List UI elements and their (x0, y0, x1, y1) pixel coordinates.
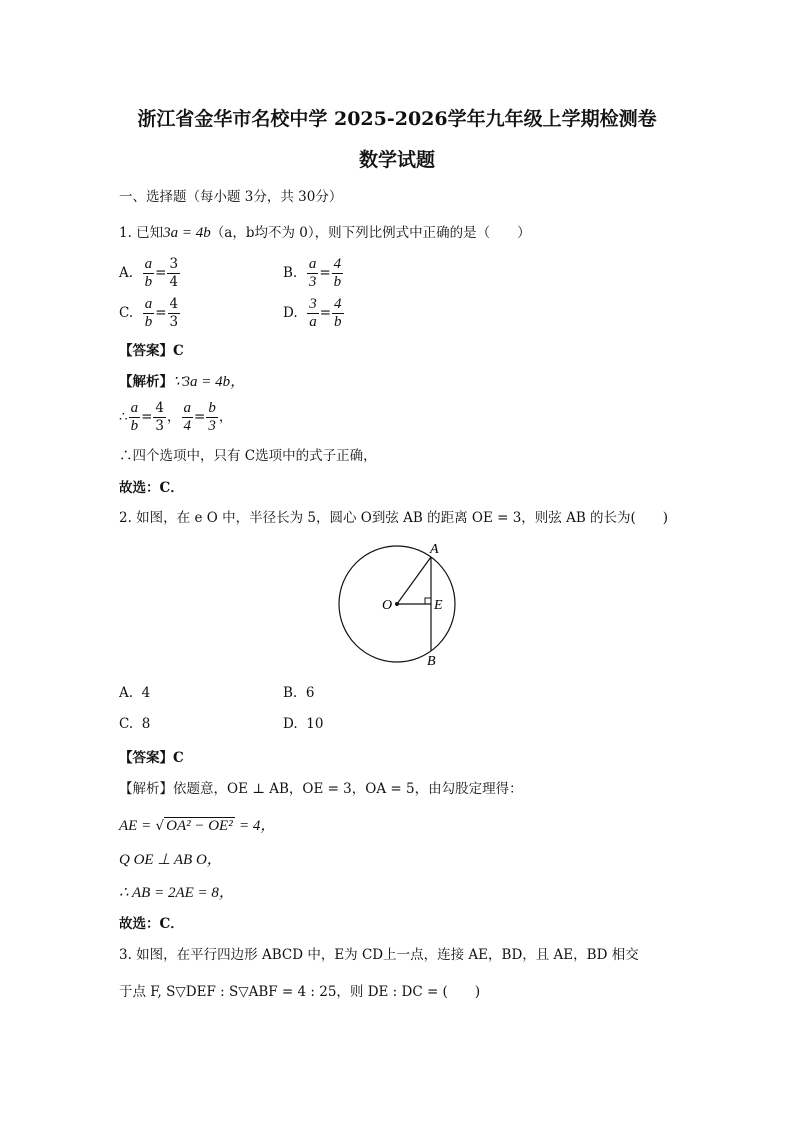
document-subtitle: 数学试题 (358, 149, 435, 171)
q1-analysis-2: ∴ $\frac{a}{b}$ = $\frac{4}{3}$ ， $\frac{a}{4}$ = $\frac{b}{3}$ ， (119, 400, 233, 434)
section-heading: 一、选择题（每小题 3分，共 30分） (119, 189, 343, 205)
label-o: O (382, 598, 393, 613)
question-1 (119, 223, 531, 243)
question-3-line-2: 于点 F, S▽DEF : S▽ABF = 4 : 25，则 DE : DC = ( ) (119, 984, 481, 1000)
q2-eq2: Q OE ⊥ AB O， (119, 852, 222, 868)
label-a: A (430, 542, 439, 557)
q2-option-b: B. 6 (283, 685, 315, 701)
circle-figure (330, 537, 470, 672)
q1-analysis-1: 【解析】∵3a = 4b， (119, 374, 246, 390)
q1-prefix: 1. 已知 (119, 225, 164, 241)
q2-eq3: ∴ AB = 2AE = 8， (119, 885, 234, 901)
q1-answer: 【答案】C (119, 343, 184, 359)
q2-option-d: D. 10 (283, 716, 324, 732)
label-e: E (434, 598, 443, 613)
q1-option-c: C. $\frac{a}{b}$ = $\frac{4}{3}$ (119, 296, 179, 330)
q2-eq1: AE = √ OA² − OE² = 4， (119, 818, 276, 834)
q2-option-a: A. 4 (119, 685, 151, 701)
q2-analysis: 【解析】依题意，OE ⊥ AB，OE = 3，OA = 5，由勾股定理得： (119, 781, 523, 797)
document-title: 浙江省金华市名校中学 2025-2026学年九年级上学期检测卷 (137, 108, 657, 130)
q2-answer: 【答案】C (119, 750, 184, 766)
q1-analysis-3: ∴四个选项中，只有 C选项中的式子正确， (119, 448, 377, 464)
q1-conclusion: 故选：C． (119, 480, 184, 496)
question-3-line-1: 3. 如图，在平行四边形 ABCD 中，E为 CD上一点，连接 AE，BD，且 AE，BD 相交 (119, 947, 639, 963)
q1-option-b: B. $\frac{a}{3}$ = $\frac{4}{b}$ (283, 256, 342, 290)
right-angle-mark (425, 598, 431, 604)
q1-option-d: D. $\frac{3}{a}$ = $\frac{4}{b}$ (283, 296, 342, 330)
q1-suffix: （a，b均不为 0），则下列比例式中正确的是（ ） (210, 225, 531, 241)
question-2: 2. 如图，在 e O 中，半径长为 5，圆心 O到弦 AB 的距离 OE = 3，则弦 AB 的长为( ) (119, 510, 669, 526)
q2-conclusion: 故选：C． (119, 916, 184, 932)
q1-equation: 3a = 4b (163, 225, 211, 241)
q2-option-c: C. 8 (119, 716, 151, 732)
q1-option-a: A. $\frac{a}{b}$ = $\frac{3}{4}$ (119, 256, 179, 290)
center-point (395, 602, 399, 606)
label-b: B (427, 654, 436, 669)
radius-oa (397, 557, 431, 604)
